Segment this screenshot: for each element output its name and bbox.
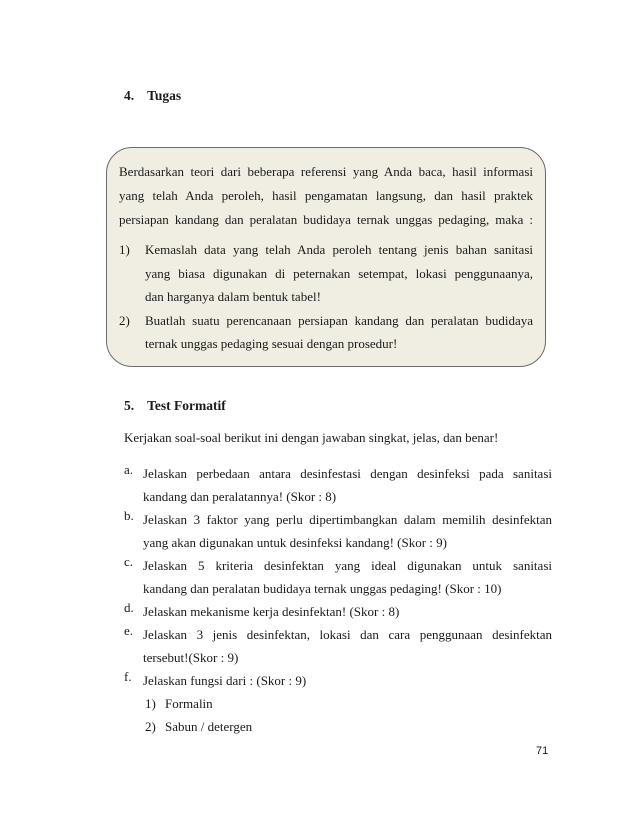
task-item-line: Kemaslah data yang telah Anda peroleh tentang jenis bahan sanitasi [145,242,533,257]
sub-question-text: Formalin [165,696,213,711]
question-line: tersebut!(Skor : 9) [143,650,239,665]
page-number: 71 [536,745,549,757]
test-instruction: Kerjakan soal-soal berikut ini dengan jawaban singkat, jelas, dan benar! [124,430,499,445]
question-item [124,600,552,623]
sub-question-list [143,692,552,738]
question-item [124,508,552,554]
question-marker: a. [124,462,134,477]
task-item-marker: 2) [119,312,130,328]
question-line: Jelaskan 3 jenis desinfektan, lokasi dan cara penggunaan desinfektan [143,627,552,642]
task-item-line: Buatlah suatu perencanaan persiapan kandang dan peralatan budidaya [145,312,533,328]
question-item [124,462,552,508]
task-list [119,238,533,356]
question-line: kandang dan peralatannya! (Skor : 8) [143,489,337,504]
question-line: Jelaskan 3 faktor yang perlu dipertimbangkan dalam memilih desinfektan [143,512,552,527]
section-number: 5. [124,398,135,413]
question-line: Jelaskan perbedaan antara desinfestasi dengan desinfeksi pada sanitasi [143,466,552,481]
sub-question-item [145,715,552,738]
task-intro-line: persiapan kandang dan peralatan budidaya ternak unggas pedaging, maka : [119,212,533,227]
task-intro-line: yang telah Anda peroleh, hasil pengamatan langsung, dan hasil praktek [119,188,533,203]
question-marker: c. [124,554,134,569]
section-heading-tugas [124,88,181,104]
section-number: 4. [124,88,135,103]
question-line: Jelaskan 5 kriteria desinfektan yang ideal digunakan untuk sanitasi [143,558,552,573]
question-line: Jelaskan mekanisme kerja desinfektan! (Skor : 8) [143,604,400,619]
task-item [119,238,533,309]
task-item-line: ternak unggas pedaging sesuai dengan prosedur! [145,336,398,351]
section-title: Tugas [147,88,182,103]
question-marker: b. [124,508,134,523]
sub-question-marker: 2) [145,719,156,734]
question-item [124,669,552,738]
task-item-line: dan harganya dalam bentuk tabel! [145,289,321,304]
question-marker: e. [124,623,134,638]
section-title: Test Formatif [147,398,226,413]
question-line: Jelaskan fungsi dari : (Skor : 9) [143,673,307,688]
question-line: yang akan digunakan untuk desinfeksi kandang! (Skor : 9) [143,535,447,550]
sub-question-marker: 1) [145,696,156,711]
task-item [119,309,533,356]
question-item [124,554,552,600]
task-intro-line: Berdasarkan teori dari beberapa referensi yang Anda baca, hasil informasi [119,164,533,179]
task-item-line: yang biasa digunakan di peternakan setempat, lokasi penggunaanya, [145,265,533,281]
question-list [124,462,552,738]
sub-question-text: Sabun / detergen [165,719,253,734]
question-item [124,623,552,669]
task-item-marker: 1) [119,242,130,257]
question-marker: d. [124,600,134,615]
task-box [106,147,546,367]
question-marker: f. [124,669,132,684]
section-heading-test-formatif [124,398,226,414]
task-intro [119,160,533,232]
question-line: kandang dan peralatan budidaya ternak unggas pedaging! (Skor : 10) [143,581,502,596]
sub-question-item [145,692,552,715]
